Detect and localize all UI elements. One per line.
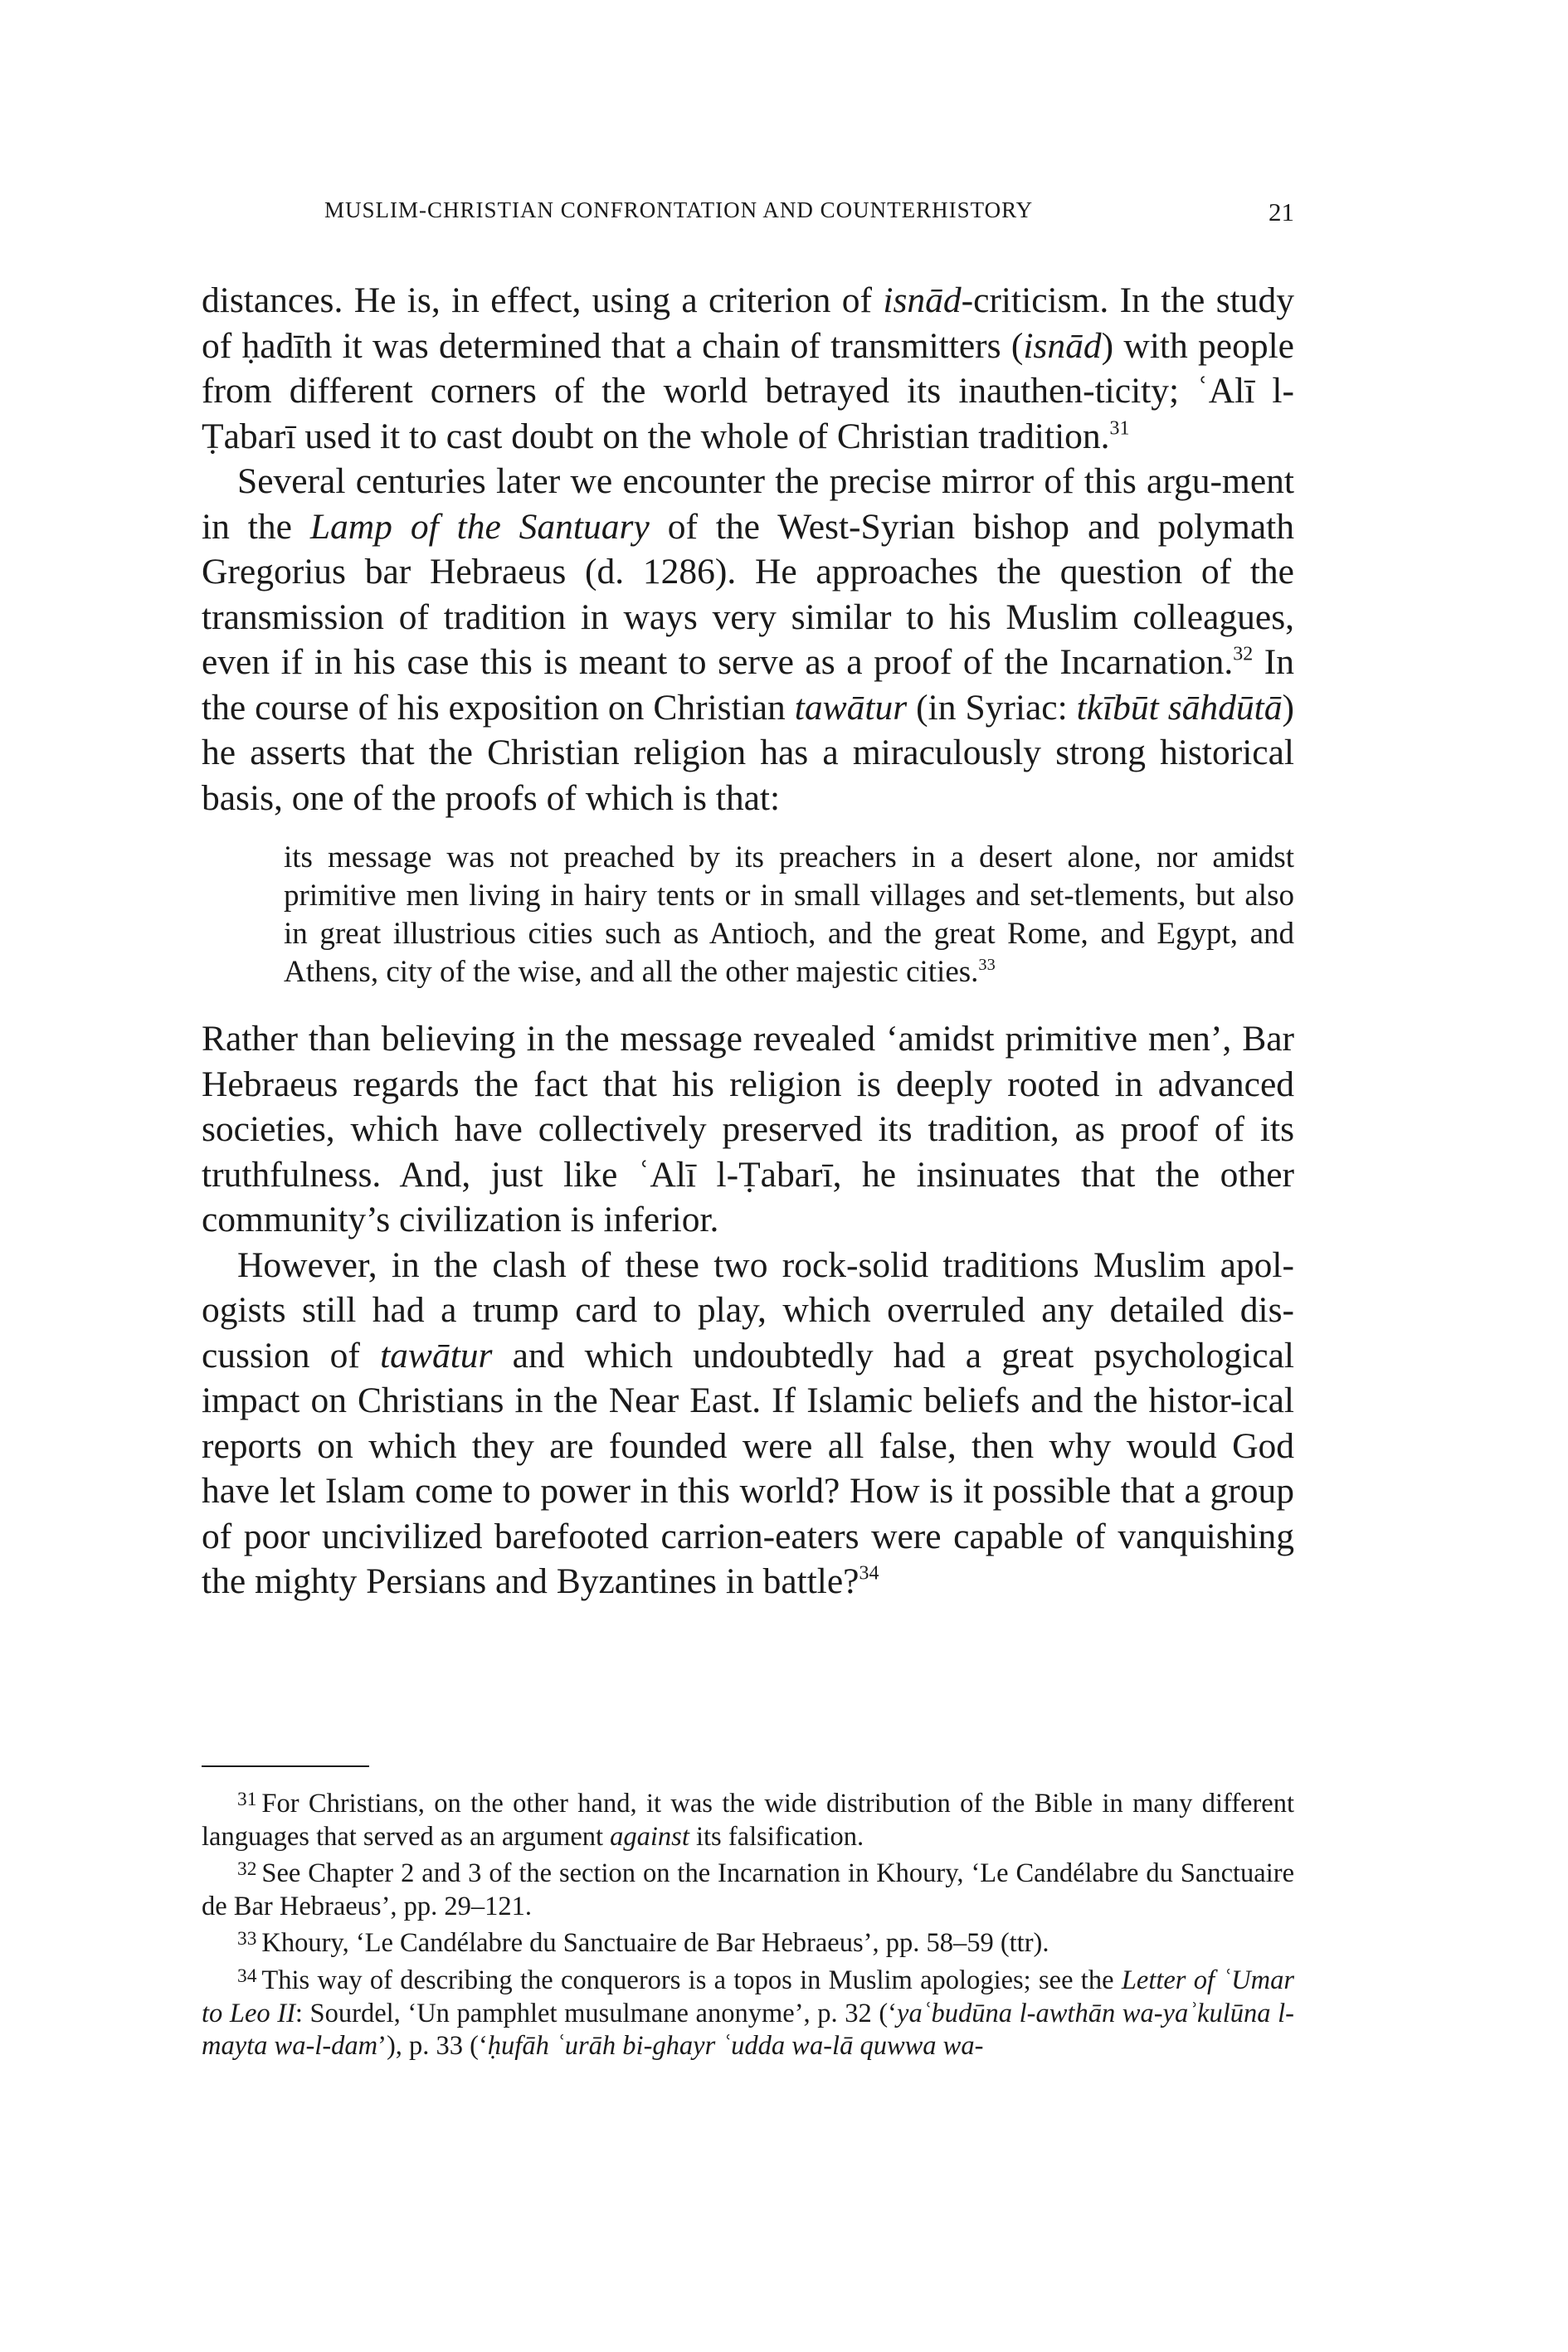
text-run: See Chapter 2 and 3 of the section on the Incarnation in Khoury, ‘Le Candélabre du Sanctuaire de Bar Hebraeus’, pp. 29–121. [202, 1858, 1294, 1921]
quote-text: its message was not preached by its preachers in a desert alone, nor amidst primitive men living in hairy tents or in small villages and set-tlements, but also in great illustrious cities such as Antioch, and the great Rome, and Egypt, and Athens, city of the wise, and all the other majestic cities. [284, 840, 1294, 989]
paragraph-2 [202, 459, 1294, 821]
page-number: 21 [1269, 197, 1294, 226]
italic-term: tawātur [794, 687, 908, 728]
text-run: and which undoubtedly had a great psychological impact on Christians in the Near East. If Islamic beliefs and the histor-ical reports on which they are founded were all false, then why would God have let Islam come to power in this world? How is it possible that a group of poor uncivilized barefooted carrion-eaters were capable of vanquishing the mighty Persians and Byzantines in battle? [202, 1335, 1294, 1601]
footnote-ref-33[interactable]: 33 [978, 955, 996, 974]
paragraph-4 [202, 1243, 1294, 1605]
italic-term: ḥufāh ʿurāh bi-ghayr ʿudda wa-lā quwwa wa- [487, 2031, 984, 2062]
footnote-31 [202, 1784, 1294, 1853]
text-run: Khoury, ‘Le Candélabre du Sanctuaire de Bar Hebraeus’, pp. 58–59 (ttr). [261, 1928, 1049, 1959]
footnote-ref-32[interactable]: 32 [1233, 643, 1254, 665]
text-run: This way of describing the conquerors is a topos in Muslim apologies; see the [261, 1965, 1122, 1996]
footnote-number: 31 [237, 1789, 257, 1810]
italic-term: tawātur [380, 1335, 493, 1376]
footnote-number: 33 [237, 1928, 257, 1950]
italic-term: Letter of ʿUmar to Leo II [202, 1965, 1294, 2028]
footnote-33 [202, 1923, 1294, 1960]
text-run: However, in the clash of these two rock-solid traditions Muslim apol-ogists still had a trump card to play, which overruled any detailed dis-cussion of [202, 1244, 1294, 1376]
text-run: its falsification. [689, 1821, 864, 1852]
text-run: In the course of his exposition on Christian [202, 642, 1294, 728]
footnote-ref-31[interactable]: 31 [1109, 416, 1130, 439]
text-run: ’), p. 33 (‘ [377, 2031, 488, 2062]
italic-term: isnād [1023, 325, 1102, 366]
text-run: Several centuries later we encounter the precise mirror of this argu-ment in the [202, 461, 1294, 547]
footnote-34 [202, 1960, 1294, 2063]
text-run: : Sourdel, ‘Un pamphlet musulmane anonyme’, p. 32 (‘ [295, 1998, 898, 2028]
paragraph-1 [202, 278, 1294, 459]
text-run: distances. He is, in effect, using a criterion of [202, 280, 884, 320]
block-quote [284, 839, 1294, 991]
footnote-divider [202, 1765, 369, 1767]
paragraph-3: Rather than believing in the message revealed ‘amidst primitive men’, Bar Hebraeus regards the fact that his religion is deeply rooted in advanced societies, which have collectively preserved its tradition, as proof of its truthfulness. And, just like ʿAlī l-Ṭabarī, he insinuates that the other community’s civilization is inferior. [202, 1019, 1294, 1239]
footnote-number: 32 [237, 1858, 257, 1881]
footnote-ref-34[interactable]: 34 [859, 1562, 879, 1585]
running-head [202, 197, 1294, 231]
italic-term: tkībūt sāhdūtā [1076, 687, 1283, 728]
text-run: (in Syriac: [907, 687, 1077, 728]
text-run: ) with people from different corners of the world betrayed its inauthen-ticity; ʿAlī l-Ṭabarī used it to cast doubt on the whole of Christian tradition. [202, 325, 1294, 456]
text-run: of the West-Syrian bishop and polymath Gregorius bar Hebraeus (d. 1286). He approaches the question of the transmission of tradition in ways very similar to his Muslim colleagues, even if in his case this is meant to serve as a proof of the Incarnation. [202, 506, 1294, 682]
book-title: Lamp of the Santuary [309, 506, 650, 547]
italic-term: against [610, 1821, 689, 1852]
main-text [202, 278, 1294, 1605]
footnote-number: 34 [237, 1965, 257, 1988]
footnote-32 [202, 1853, 1294, 1923]
italic-term: yaʿbudūna l-awthān wa-yaʾkulūna l-mayta wa-l-dam [202, 1998, 1294, 2062]
footnotes [202, 1784, 1294, 2063]
italic-term: isnād [883, 280, 962, 320]
running-title: MUSLIM-CHRISTIAN CONFRONTATION AND COUNTERHISTORY [324, 197, 1034, 222]
text-run: ) he asserts that the Christian religion has a miraculously strong historical basis, one of the proofs of which is that: [202, 687, 1294, 818]
text-run: -criticism. In the study of ḥadīth it was determined that a chain of transmitters ( [202, 280, 1294, 366]
text-run: For Christians, on the other hand, it was the wide distribution of the Bible in many different languages that served as an argument [202, 1789, 1294, 1852]
